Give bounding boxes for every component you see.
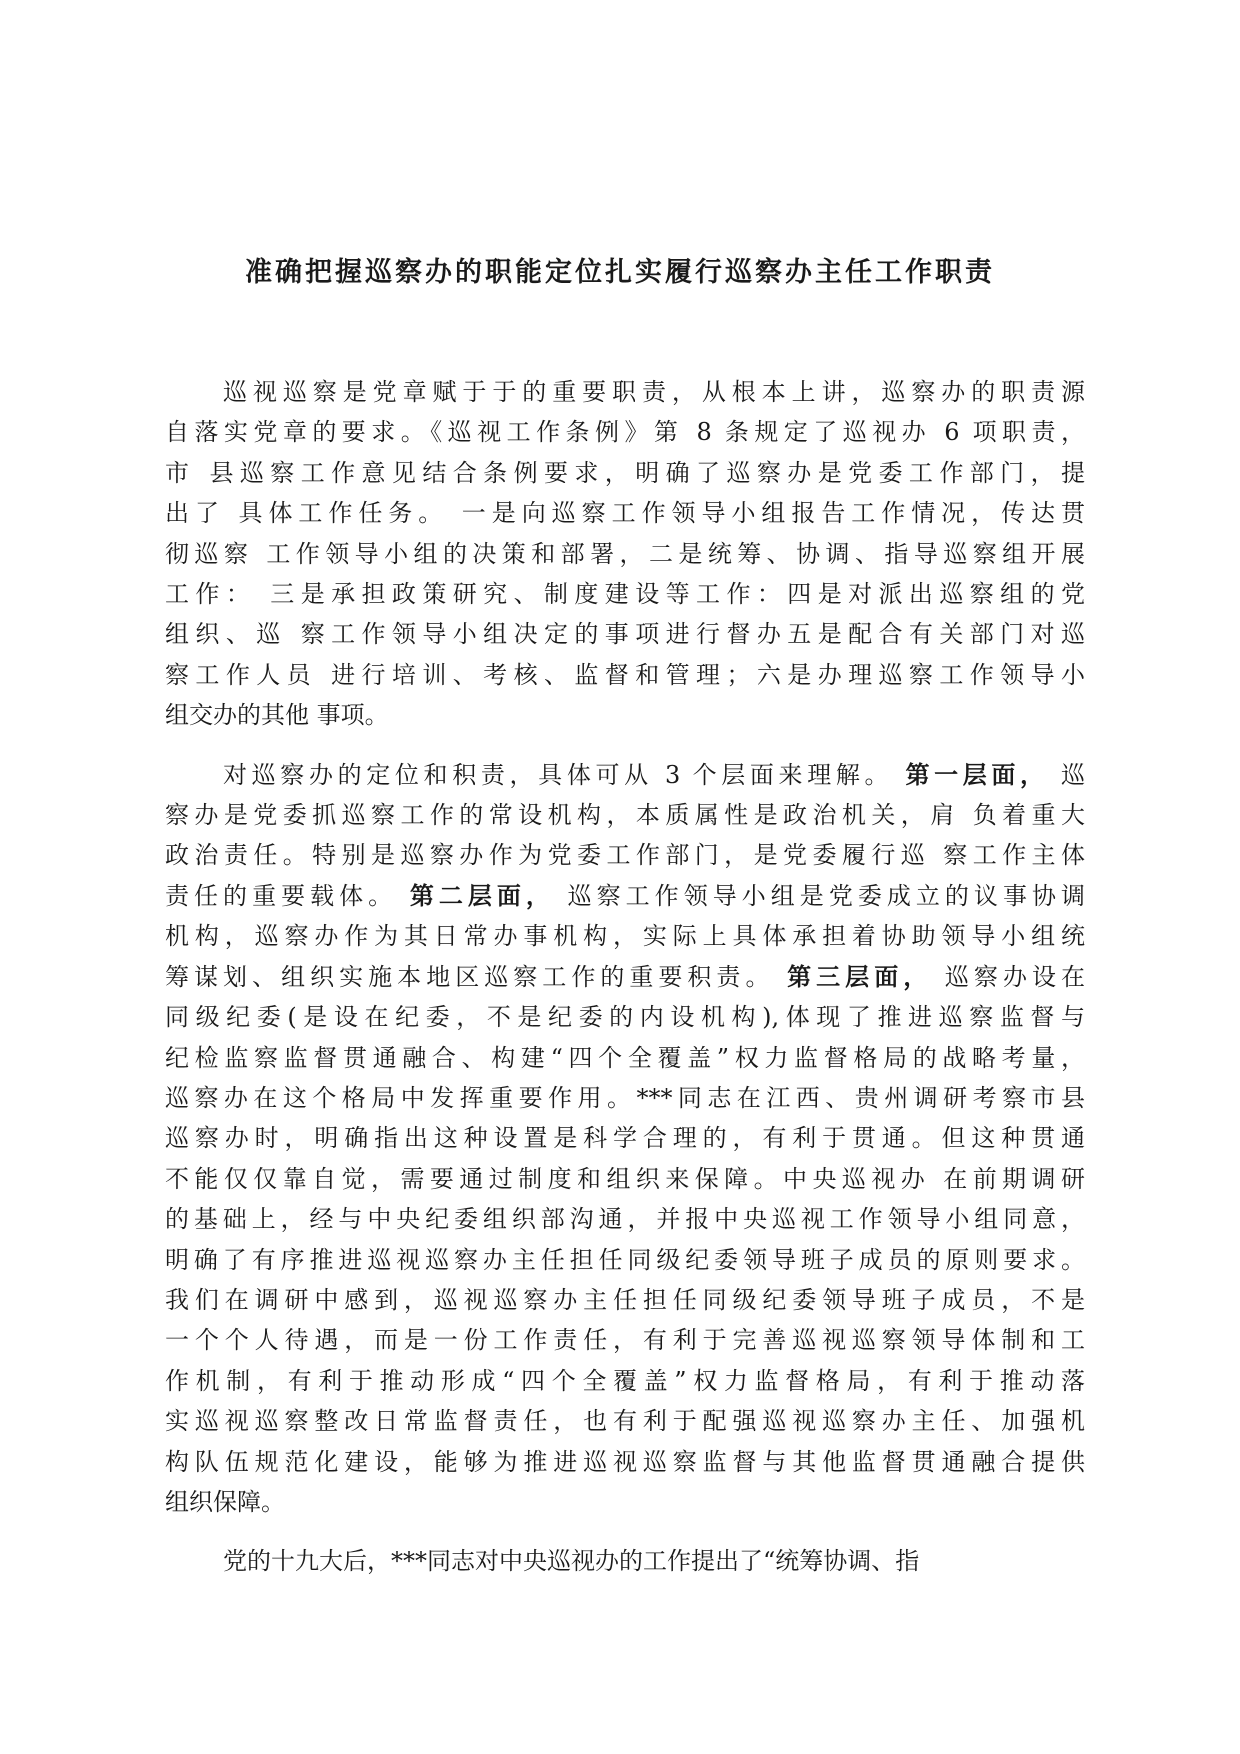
- text-run: 巡察办设在: [932, 962, 1085, 991]
- text-line: [165, 655, 1085, 695]
- text-line: [165, 614, 1085, 654]
- text-line: [165, 1361, 1085, 1401]
- text-line: [165, 1159, 1085, 1199]
- text-line: [165, 997, 1085, 1037]
- bold-heading-text: 第一层面，: [905, 759, 1049, 789]
- paragraph: [165, 1541, 1085, 1581]
- text-line: [165, 755, 1085, 795]
- document-body: [165, 372, 1085, 1601]
- text-line: [165, 916, 1085, 956]
- text-line: [165, 493, 1085, 533]
- text-run: 工作： 三是承担政策研究、制度建设等工作：四是对派出巡察组的党: [165, 580, 1085, 609]
- text-run: 政治责任。特别是巡察办作为党委工作部门，是党委履行巡 察工作主体: [165, 841, 1085, 870]
- text-run: 作机制，有利于推动形成“四个全覆盖”权力监督格局，有利于推动落: [165, 1366, 1085, 1395]
- text-line: [165, 1541, 1085, 1581]
- text-run: 不能仅仅靠自觉，需要通过制度和组织来保障。中央巡视办 在前期调研: [165, 1164, 1085, 1193]
- text-line: [165, 1280, 1085, 1320]
- text-run: 我们在调研中感到，巡视巡察办主任担任同级纪委领导班子成员，不是: [165, 1285, 1085, 1314]
- text-line: [165, 1118, 1085, 1158]
- text-line: [165, 1320, 1085, 1360]
- text-run: 巡察办时，明确指出这种设置是科学合理的，有利于贯通。但这种贯通: [165, 1124, 1085, 1153]
- text-run: 巡察办在这个格局中发挥重要作用。***同志在江西、贵州调研考察市县: [165, 1083, 1085, 1112]
- text-line: [165, 453, 1085, 493]
- paragraph: [165, 372, 1085, 736]
- text-line: [165, 795, 1085, 835]
- text-run: 机构，巡察办作为其日常办事机构，实际上具体承担着协助领导小组统: [165, 922, 1085, 951]
- text-run: 自落实党章的要求。《巡视工作条例》第 8 条规定了巡视办 6 项职责，: [165, 418, 1085, 447]
- text-run: 巡: [1048, 760, 1085, 789]
- text-line: [165, 1078, 1085, 1118]
- bold-heading-text: 第二层面，: [409, 880, 555, 910]
- text-run: 筹谋划、组织实施本地区巡察工作的重要积责。: [165, 962, 788, 991]
- text-run: 察办是党委抓巡察工作的常设机构，本质属性是政治机关，肩 负着重大: [165, 801, 1085, 830]
- text-line: [165, 1038, 1085, 1078]
- text-line: [165, 1482, 1085, 1522]
- text-run: 巡察工作领导小组是党委成立的议事协调: [554, 881, 1086, 910]
- text-run: 察工作人员 进行培训、考核、监督和管理；六是办理巡察工作领导小: [165, 660, 1085, 689]
- text-run: 彻巡察 工作领导小组的决策和部署，二是统筹、协调、指导巡察组开展: [165, 539, 1085, 568]
- text-run: 的基础上，经与中央纪委组织部沟通，并报中央巡视工作领导小组同意，: [165, 1205, 1085, 1234]
- text-run: 党的十九大后，***同志对中央巡视办的工作提出了“统筹协调、指: [223, 1547, 920, 1576]
- text-run: 巡视巡察是党章赋于于的重要职责，从根本上讲，巡察办的职责源: [223, 378, 1085, 406]
- text-run: 出了 具体工作任务。 一是向巡察工作领导小组报告工作情况，传达贯: [165, 499, 1085, 528]
- paragraph: [165, 755, 1085, 1523]
- text-run: 市 县巡察工作意见结合条例要求，明确了巡察办是党委工作部门，提: [165, 458, 1085, 487]
- text-line: [165, 1442, 1085, 1482]
- text-line: [165, 957, 1085, 997]
- text-run: 一个个人待遇，而是一份工作责任，有利于完善巡视巡察领导体制和工: [165, 1326, 1085, 1355]
- text-run: 组织保障。: [165, 1487, 285, 1516]
- text-line: [165, 574, 1085, 614]
- text-line: [165, 534, 1085, 574]
- document-title: 准确把握巡察办的职能定位扎实履行巡察办主任工作职责: [245, 257, 995, 288]
- text-line: [165, 412, 1085, 452]
- text-run: 同级纪委(是设在纪委，不是纪委的内设机构),体现了推进巡察监督与: [165, 1003, 1085, 1032]
- text-line: [165, 1240, 1085, 1280]
- text-line: [165, 1401, 1085, 1441]
- text-run: 对巡察办的定位和积责，具体可从 3 个层面来理解。: [223, 760, 906, 789]
- text-line: [165, 1199, 1085, 1239]
- text-run: 组织、巡 察工作领导小组决定的事项进行督办五是配合有关部门对巡: [165, 620, 1085, 649]
- text-run: 责任的重要载体。: [165, 881, 410, 910]
- bold-heading-text: 第三层面，: [787, 961, 933, 991]
- text-line: [165, 876, 1085, 916]
- text-run: 实巡视巡察整改日常监督责任，也有利于配强巡视巡察办主任、加强机: [165, 1407, 1085, 1436]
- text-run: 明确了有序推进巡视巡察办主任担任同级纪委领导班子成员的原则要求。: [165, 1245, 1085, 1274]
- text-run: 构队伍规范化建设，能够为推进巡视巡察监督与其他监督贯通融合提供: [165, 1447, 1085, 1476]
- text-line: [165, 372, 1085, 412]
- text-run: 纪检监察监督贯通融合、构建“四个全覆盖”权力监督格局的战略考量，: [165, 1043, 1085, 1072]
- text-line: [165, 695, 1085, 735]
- text-line: [165, 835, 1085, 875]
- text-run: 组交办的其他 事项。: [165, 701, 389, 730]
